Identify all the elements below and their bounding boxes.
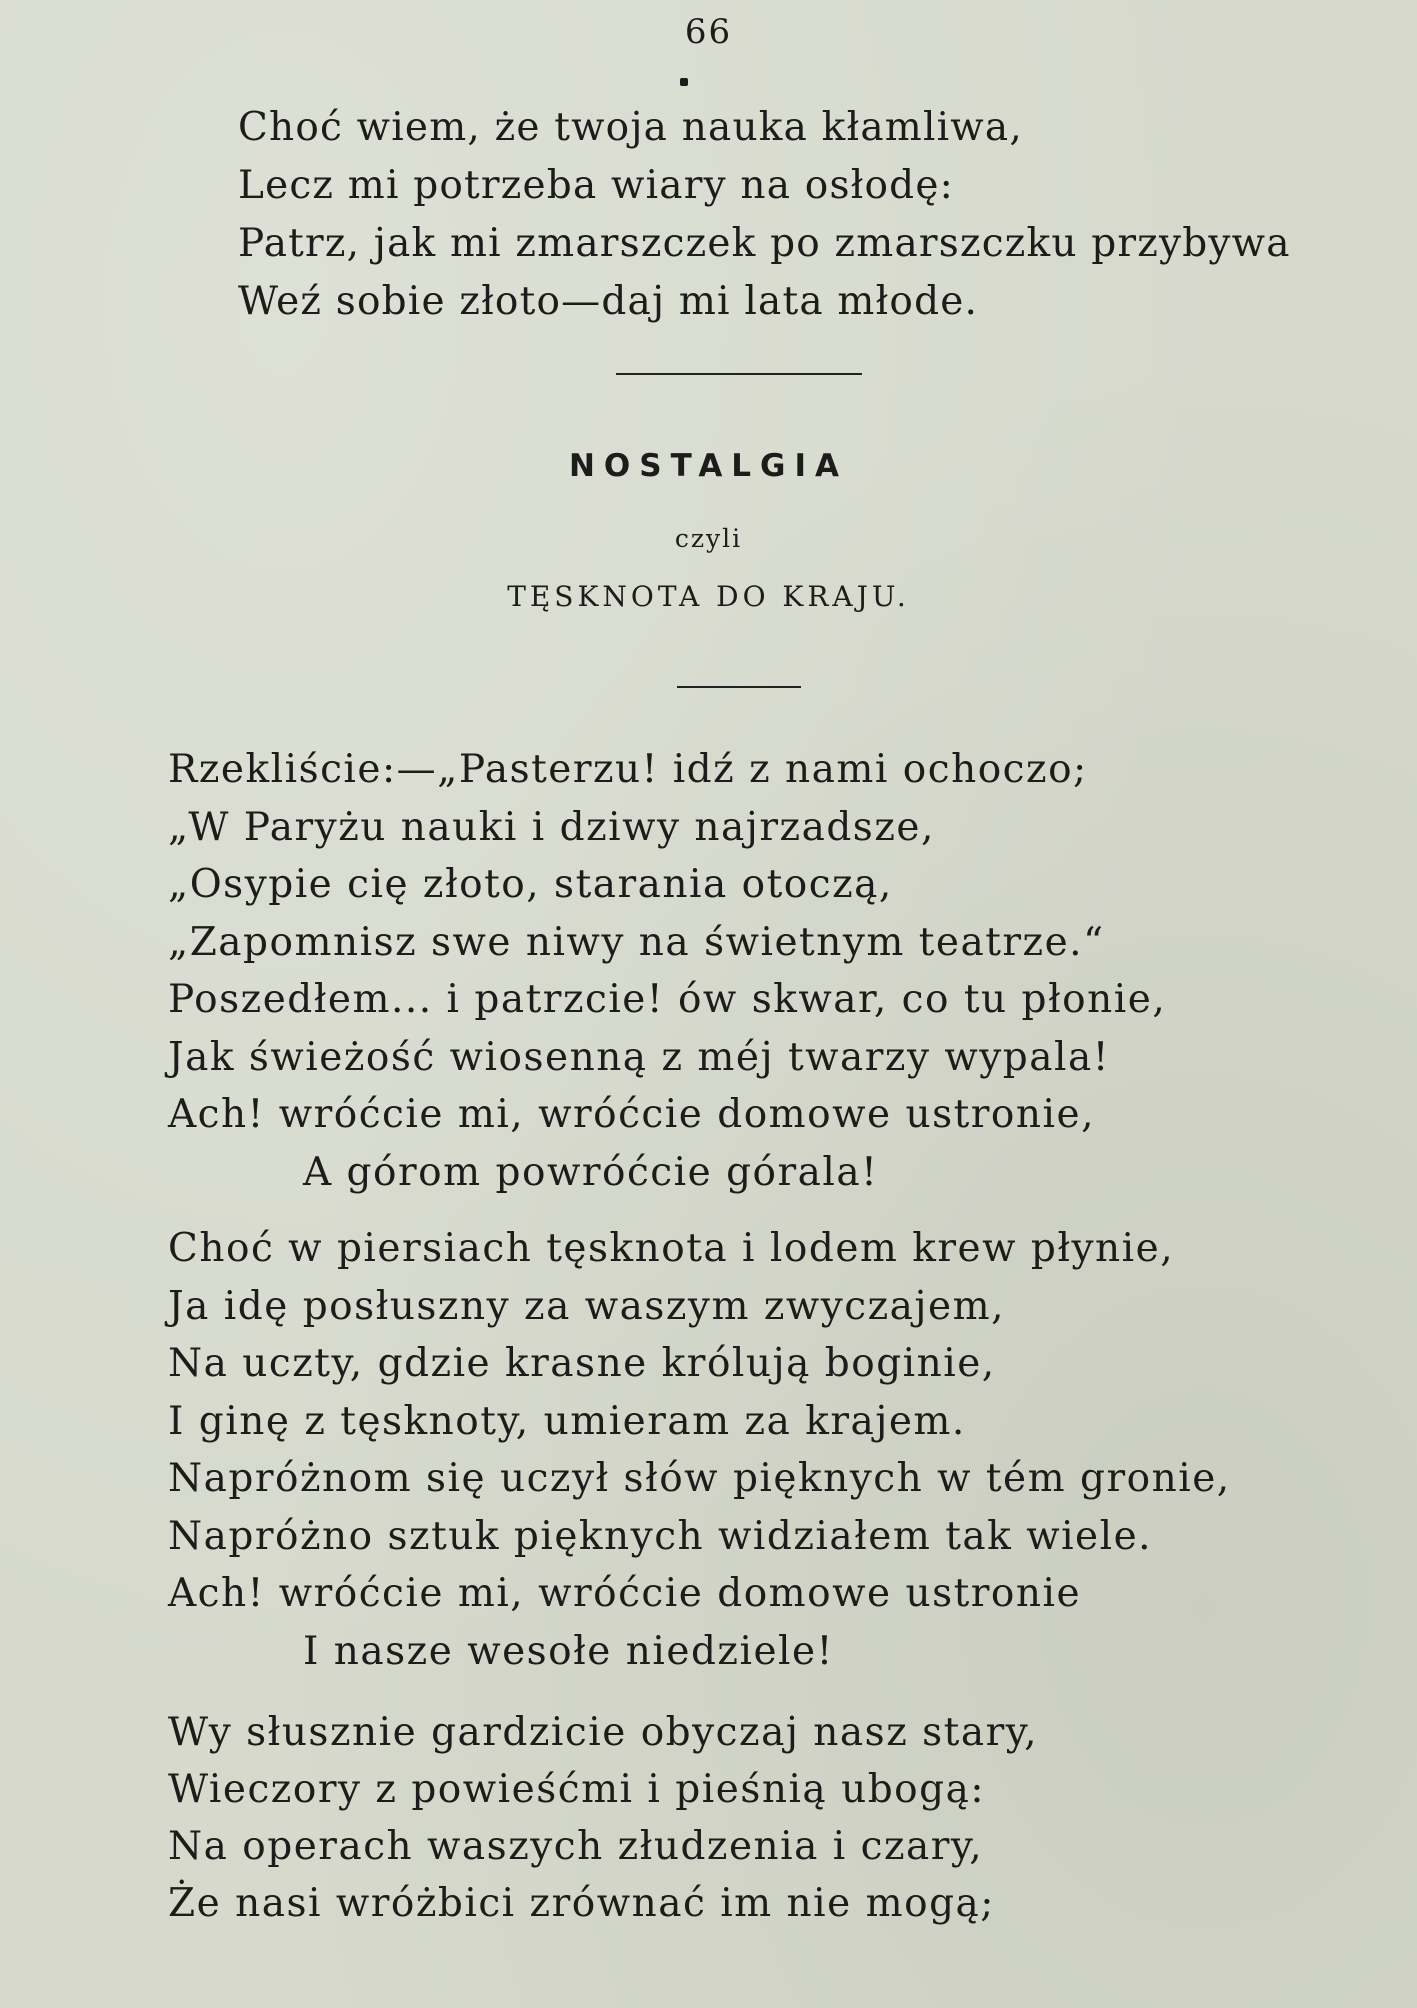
verse-line: Napróżnom się uczył słów pięknych w tém gronie, xyxy=(168,1456,1231,1501)
verse-line: „Zapomnisz swe niwy na świetnym teatrze.“ xyxy=(168,919,1105,965)
verse-line: Rzekliście:—„Pasterzu! idź z nami ochoczo; xyxy=(168,747,1088,792)
verse-line: „Osypie cię złoto, starania otoczą, xyxy=(168,862,893,907)
verse-line: Choć wiem, że twoja nauka kłamliwa, xyxy=(238,105,1023,150)
poem-stanza-2 xyxy=(168,1220,1231,1680)
verse-line-refrain: A górom powróćcie górala! xyxy=(303,1149,879,1195)
poem-title-conjunction: czyli xyxy=(674,524,743,553)
title-divider xyxy=(677,686,801,688)
verse-line: Choć w piersiach tęsknota i lodem krew płynie, xyxy=(168,1226,1175,1271)
verse-line: Poszedłem... i patrzcie! ów skwar, co tu płonie, xyxy=(168,977,1167,1022)
verse-line: Patrz, jak mi zmarszczek po zmarszczku przybywa xyxy=(238,221,1291,266)
verse-line: Że nasi wróżbici zrównać im nie mogą; xyxy=(168,1881,995,1926)
page-number: 66 xyxy=(684,12,733,52)
verse-line: Napróżno sztuk pięknych widziałem tak wiele. xyxy=(168,1513,1153,1559)
poem-stanza-3 xyxy=(168,1704,1038,1932)
verse-line: Jak świeżość wiosenną z méj twarzy wypala! xyxy=(168,1034,1110,1080)
poem-title: NOSTALGIA xyxy=(568,448,849,484)
verse-line: Weź sobie złoto—daj mi lata młode. xyxy=(238,279,979,324)
verse-line-refrain: I nasze wesołe niedziele! xyxy=(303,1628,834,1674)
ink-mark xyxy=(680,78,688,86)
verse-line: Ach! wróćcie mi, wróćcie domowe ustronie xyxy=(168,1571,1082,1616)
verse-line: Wieczory z powieśćmi i pieśnią ubogą: xyxy=(168,1767,985,1812)
verse-line: Lecz mi potrzeba wiary na osłodę: xyxy=(238,163,954,208)
verse-line: „W Paryżu nauki i dziwy najrzadsze, xyxy=(168,804,935,850)
verse-line: I ginę z tęsknoty, umieram za krajem. xyxy=(168,1398,966,1444)
poem-subtitle: TĘSKNOTA DO KRAJU. xyxy=(507,580,910,613)
verse-line: Ach! wróćcie mi, wróćcie domowe ustronie, xyxy=(168,1092,1095,1137)
verse-line: Na uczty, gdzie krasne królują boginie, xyxy=(168,1341,996,1386)
section-divider xyxy=(616,373,862,375)
previous-poem-stanza xyxy=(238,99,1291,331)
verse-line: Ja idę posłuszny za waszym zwyczajem, xyxy=(168,1283,1005,1329)
verse-line: Na operach waszych złudzenia i czary, xyxy=(168,1824,984,1869)
poem-stanza-1 xyxy=(168,741,1166,1201)
verse-line: Wy słusznie gardzicie obyczaj nasz stary, xyxy=(168,1710,1038,1755)
